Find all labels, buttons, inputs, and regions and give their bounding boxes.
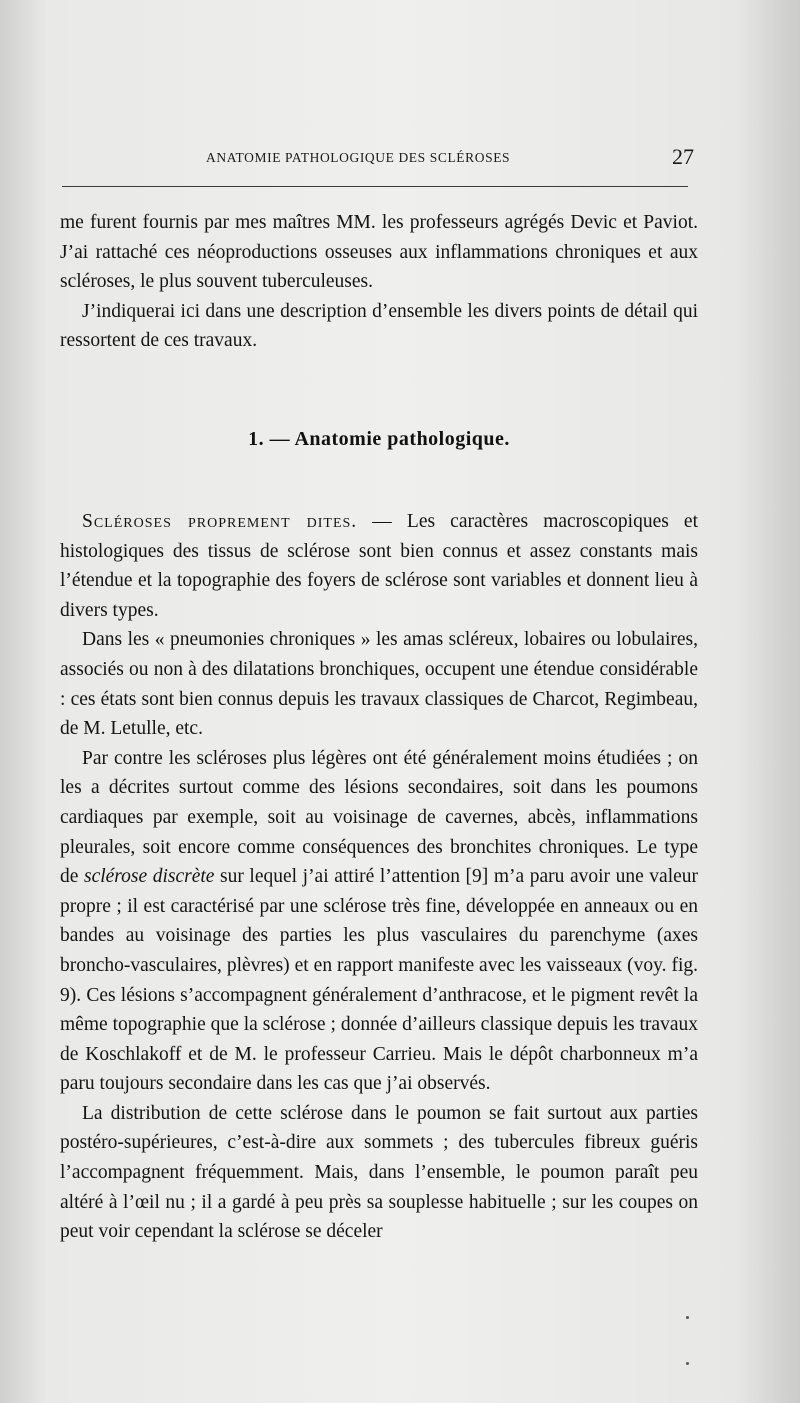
running-header	[60, 146, 700, 174]
emphasis-term: sclérose discrète	[83, 866, 215, 888]
main-text	[60, 507, 698, 1247]
paragraph-1-text: — Les caractères macroscopiques et histologiques des tissus de sclérose sont bien connus et assez constants mais l’étendue et la topographie des foyers de sclérose sont variables et donnent lieu à divers types.	[60, 511, 699, 621]
running-title: ANATOMIE PATHOLOGIQUE DES SCLÉROSES	[206, 150, 511, 165]
paragraph-3-text-b: sur lequel j’ai attiré l’attention [9] m’a paru avoir une valeur propre ; il est caractérisé par une sclérose très fine, développée en anneaux ou en bandes au voisinage des parties les plus vasculaires du parenchyme (axes broncho-vasculaires, plèvres) et en rapport manifeste avec les vaisseaux (voy. fig. 9). Ces lésions s’accompagnent généralement d’anthracose, et le pigment revêt la même topographie que la sclérose ; donnée d’ailleurs classique depuis les travaux de Koschlakoff et de M. le professeur Carrieu. Mais le dépôt charbonneux m’a paru toujours secondaire dans les cas que j’ai observés.	[60, 866, 699, 1095]
ink-speck	[686, 1316, 689, 1319]
intro-paragraph-2: J’indiquerai ici dans une description d’ensemble les divers points de détail qui ressortent de ces travaux.	[60, 300, 698, 352]
body-paragraph-1	[60, 507, 698, 625]
body-paragraph-3	[60, 744, 698, 1099]
paragraph-lead: Scléroses proprement dites.	[82, 511, 358, 532]
header-rule	[62, 186, 688, 187]
body-paragraph-4: La distribution de cette sclérose dans le poumon se fait surtout aux parties postéro-supérieures, c’est-à-dire aux sommets ; des tubercules fibreux guéris l’accompagnent fréquemment. Mais, dans l’ensemble, le poumon paraît peu altéré à l’œil nu ; il a gardé à peu près sa souplesse habituelle ; sur les coupes on peut voir cependant la sclérose se déceler	[60, 1102, 698, 1243]
intro-text	[60, 208, 698, 356]
body-paragraph-2: Dans les « pneumonies chroniques » les amas scléreux, lobaires ou lobulaires, associés ou non à des dilatations bronchiques, occupent une étendue considérable : ces états sont bien connus depuis les travaux classiques de Charcot, Regimbeau, de M. Letulle, etc.	[60, 629, 698, 740]
section-heading: 1. — Anatomie pathologique.	[248, 428, 510, 450]
page-number: 27	[672, 144, 694, 169]
ink-speck	[686, 1362, 689, 1365]
intro-paragraph-1: me furent fournis par mes maîtres MM. les professeurs agrégés Devic et Paviot. J’ai rattaché ces néoproductions osseuses aux inflammations chroniques et aux scléroses, le plus souvent tuberculeuses.	[60, 212, 698, 293]
paragraph-3-text-a: Par contre les scléroses plus légères ont été généralement moins étudiées ; on les a décrites surtout comme des lésions secondaires, soit dans les poumons cardiaques par exemple, soit au voisinage de cavernes, abcès, inflammations pleurales, soit encore comme conséquences des bronchites chroniques. Le type de	[60, 747, 698, 888]
